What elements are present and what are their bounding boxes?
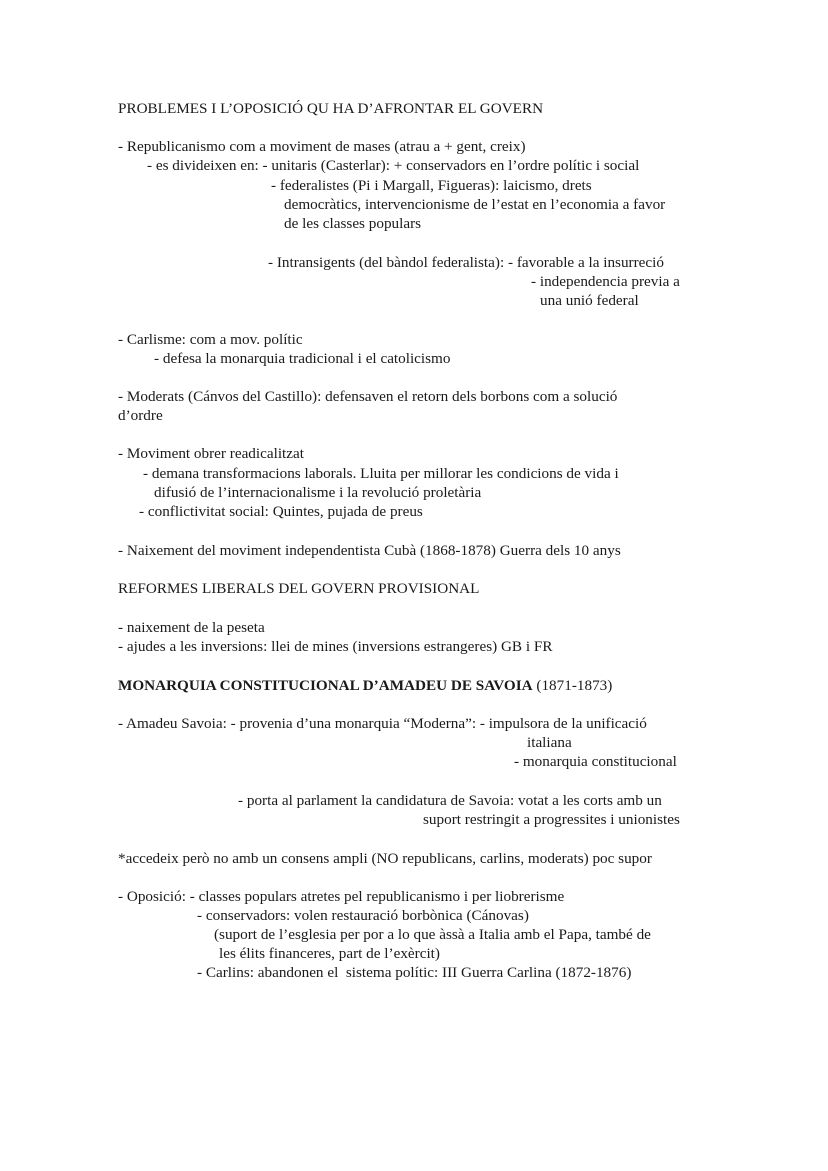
section-heading-monarquia xyxy=(118,676,612,695)
text-line: - Republicanismo com a moviment de mases (atrau a + gent, creix) xyxy=(118,138,526,155)
section-heading-reformes: REFORMES LIBERALS DEL GOVERN PROVISIONAL xyxy=(118,580,480,597)
text-line: - Carlisme: com a mov. polític xyxy=(118,331,303,348)
text-line: (suport de l’esglesia per por a lo que àssà a Italia amb el Papa, també de xyxy=(214,926,651,943)
text-line: - Moviment obrer readicalitzat xyxy=(118,445,304,462)
text-line: - defesa la monarquia tradicional i el catolicismo xyxy=(154,350,451,367)
text-line: d’ordre xyxy=(118,407,163,424)
text-line: - porta al parlament la candidatura de Savoia: votat a les corts amb un xyxy=(238,792,662,809)
text-line: - independencia previa a xyxy=(531,273,680,290)
text-line: - demana transformacions laborals. Lluita per millorar les condicions de vida i xyxy=(143,465,619,482)
text-line: - naixement de la peseta xyxy=(118,619,265,636)
text-line: - es divideixen en: - unitaris (Casterlar): + conservadors en l’ordre polític i social xyxy=(147,157,640,174)
text-line: suport restringit a progressites i unionistes xyxy=(423,811,680,828)
section-heading-problemes: PROBLEMES I L’OPOSICIÓ QU HA D’AFRONTAR EL GOVERN xyxy=(118,100,544,117)
text-line: les élits financeres, part de l’exèrcit) xyxy=(219,945,440,962)
text-line: - Carlins: abandonen el sistema polític: III Guerra Carlina (1872-1876) xyxy=(197,964,632,981)
text-line: - Moderats (Cánvos del Castillo): defensaven el retorn dels borbons com a solució xyxy=(118,388,618,405)
text-line: difusió de l’internacionalisme i la revolució proletària xyxy=(154,484,482,501)
text-line: - Naixement del moviment independentista Cubà (1868-1878) Guerra dels 10 anys xyxy=(118,542,621,559)
text-line: - conflictivitat social: Quintes, pujada de preus xyxy=(139,503,423,520)
text-line: - monarquia constitucional xyxy=(514,753,677,770)
text-line: - Intransigents (del bàndol federalista): - favorable a la insurreció xyxy=(268,254,664,271)
text-line: una unió federal xyxy=(540,292,639,309)
text-line: - federalistes (Pi i Margall, Figueras): laicismo, drets xyxy=(271,177,592,194)
heading-bold-text: MONARQUIA CONSTITUCIONAL D’AMADEU DE SAVOIA xyxy=(118,677,533,694)
text-line: italiana xyxy=(527,734,572,751)
text-line: de les classes populars xyxy=(284,215,422,232)
text-line: *accedeix però no amb un consens ampli (NO republicans, carlins, moderats) poc supor xyxy=(118,850,652,867)
text-line: - Oposició: - classes populars atretes pel republicanismo i per liobrerisme xyxy=(118,888,565,905)
text-line: - ajudes a les inversions: llei de mines (inversions estrangeres) GB i FR xyxy=(118,638,553,655)
text-line: - conservadors: volen restauració borbònica (Cánovas) xyxy=(197,907,529,924)
text-line: - Amadeu Savoia: - provenia d’una monarquia “Moderna”: - impulsora de la unificació xyxy=(118,715,647,732)
text-line: democràtics, intervencionisme de l’estat en l’economia a favor xyxy=(284,196,666,213)
heading-dates: (1871-1873) xyxy=(532,677,613,694)
